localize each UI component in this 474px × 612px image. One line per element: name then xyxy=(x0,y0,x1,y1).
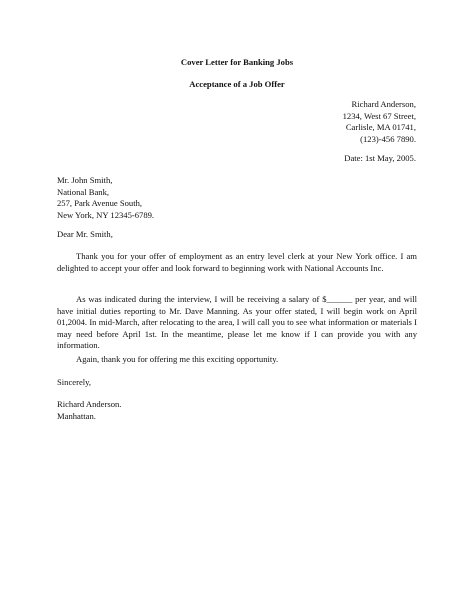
letter-subtitle: Acceptance of a Job Offer xyxy=(189,79,285,89)
sender-phone: (123)-456 7890. xyxy=(360,133,416,144)
sender-name: Richard Anderson, xyxy=(351,99,416,109)
body-paragraph: As was indicated during the interview, I will be receiving a salary of $______ per year, and will have initial duties reporting to Mr. Dave Manning. As your offer stated, I will begin work on April 01,2004. In mid-March, after relocating to the area, I will call you to see what information or materials I may need before April 1st. In the meantime, please let me know if I can provide you with any information. xyxy=(57,294,417,350)
body-paragraph: Again, thank you for offering me this exciting opportunity. xyxy=(76,354,279,364)
recipient-street: 257, Park Avenue South, xyxy=(57,198,143,208)
sender-street: 1234, West 67 Street, xyxy=(342,110,416,121)
recipient-address-block xyxy=(57,175,154,221)
closing: Sincerely, xyxy=(57,377,92,387)
letter-date: Date: 1st May, 2005. xyxy=(344,153,416,163)
body-paragraph: Thank you for your offer of employment as an entry level clerk at your New York office. I am delighted to accept your offer and look forward to beginning work with National Accounts Inc. xyxy=(57,251,417,273)
signature-block xyxy=(57,399,121,422)
sender-city: Carlisle, MA 01741, xyxy=(345,122,416,132)
recipient-company: National Bank, xyxy=(57,186,110,197)
recipient-name: Mr. John Smith, xyxy=(57,175,113,185)
signature-name: Richard Anderson. xyxy=(57,399,122,409)
letter-title: Cover Letter for Banking Jobs xyxy=(180,57,294,67)
salutation: Dear Mr. Smith, xyxy=(57,229,113,239)
signature-location: Manhattan. xyxy=(57,410,96,421)
recipient-city: New York, NY 12345-6789. xyxy=(57,209,155,220)
sender-address-block xyxy=(216,99,416,145)
